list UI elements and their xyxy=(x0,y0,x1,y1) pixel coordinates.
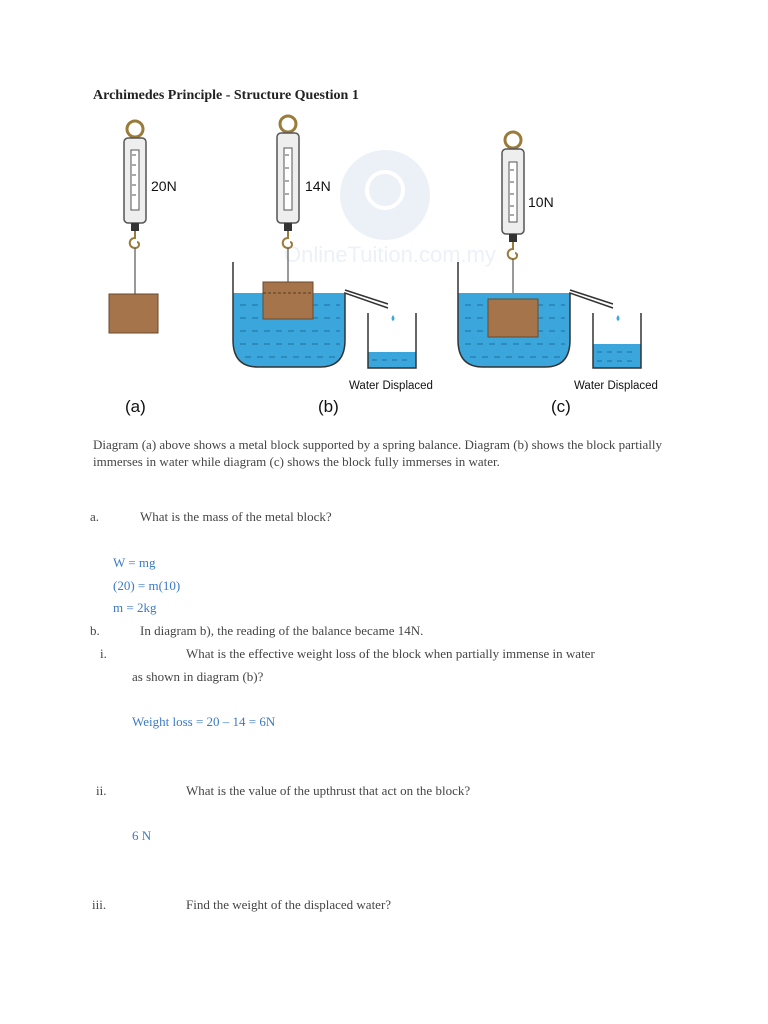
question-bii-marker: ii. xyxy=(96,783,107,798)
reading-c: 10N xyxy=(528,194,554,210)
answer-a-line-1: W = mg xyxy=(113,555,156,570)
question-bi-text-line-2: as shown in diagram (b)? xyxy=(132,669,264,684)
answer-bi: Weight loss = 20 – 14 = 6N xyxy=(132,714,276,729)
small-beaker-c xyxy=(593,313,641,368)
metal-block-c xyxy=(488,299,538,337)
reading-a: 20N xyxy=(151,178,177,194)
reading-b: 14N xyxy=(305,178,331,194)
panel-label-a: (a) xyxy=(125,397,146,416)
archimedes-diagram xyxy=(0,105,768,425)
answer-a-line-2: (20) = m(10) xyxy=(113,578,181,593)
question-b-marker: b. xyxy=(90,623,100,638)
answer-bii: 6 N xyxy=(132,828,152,843)
spring-balance-a xyxy=(124,121,146,294)
question-bi-marker: i. xyxy=(100,646,107,661)
water-displaced-label-b: Water Displaced xyxy=(349,380,433,392)
question-a-marker: a. xyxy=(90,509,100,524)
spring-balance-c xyxy=(502,132,524,299)
intro-paragraph: Diagram (a) above shows a metal block supported by a spring balance. Diagram (b) shows the block partially immerses in water while diagram (c) shows the block fully immerses in water. xyxy=(93,437,662,469)
small-beaker-b xyxy=(368,313,416,368)
panel-label-c: (c) xyxy=(551,397,571,416)
answer-a-line-3: m = 2kg xyxy=(113,600,157,615)
water-drop-c xyxy=(617,315,620,321)
metal-block-b xyxy=(263,282,313,319)
water-drop-b xyxy=(392,315,395,321)
question-b-text: In diagram b), the reading of the balance became 14N. xyxy=(140,623,424,638)
metal-block-a xyxy=(109,294,158,333)
water-displaced-label-c: Water Displaced xyxy=(574,380,658,392)
question-biii-text: Find the weight of the displaced water? xyxy=(186,897,392,912)
question-a-text: What is the mass of the metal block? xyxy=(140,509,332,524)
watermark xyxy=(284,150,496,267)
panel-label-b: (b) xyxy=(318,397,339,416)
question-bi-text-line-1: What is the effective weight loss of the block when partially immense in water xyxy=(186,646,595,661)
page-title: Archimedes Principle - Structure Question 1 xyxy=(93,88,359,103)
svg-text:OnlineTuition.com.my: OnlineTuition.com.my xyxy=(284,242,496,267)
question-bii-text: What is the value of the upthrust that act on the block? xyxy=(186,783,471,798)
question-biii-marker: iii. xyxy=(92,897,107,912)
